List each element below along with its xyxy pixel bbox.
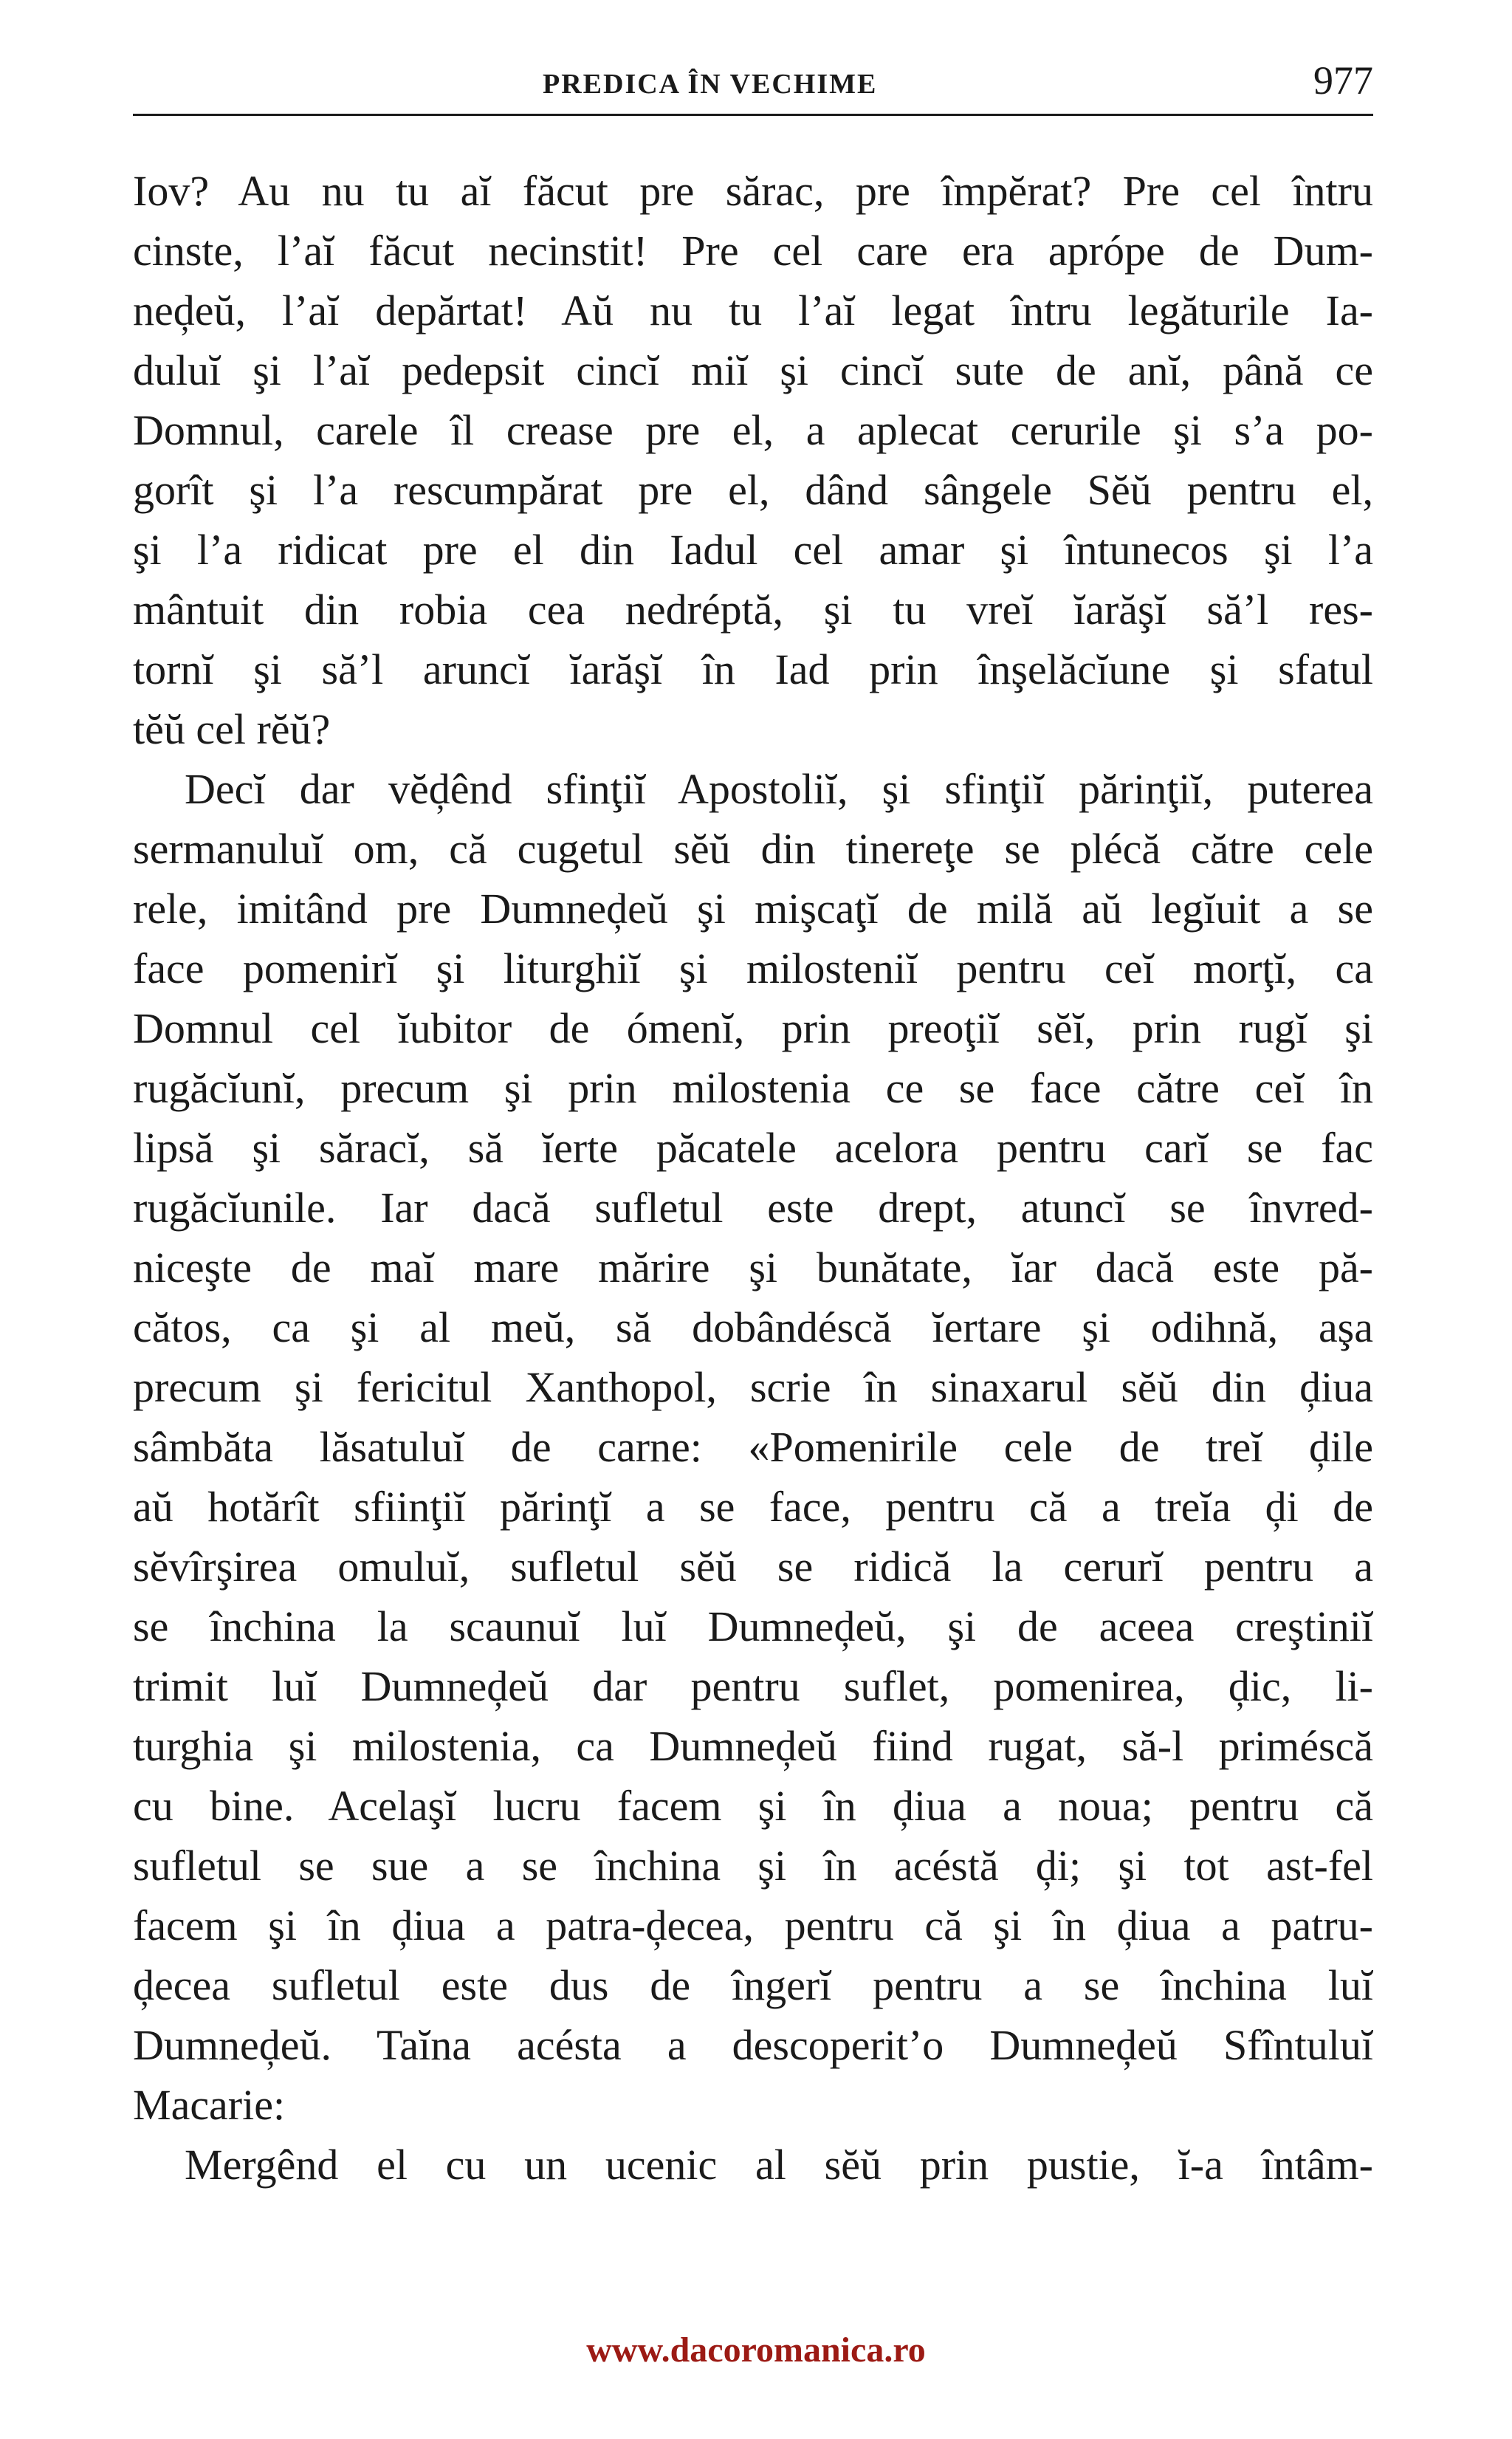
text-line: rugăcĭunile. Iar dacă sufletul este drept, atuncĭ se învred- [133, 1184, 1373, 1232]
text-line: precum şi fericitul Xanthopol, scrie în sinaxarul sĕŭ din ḑiua [133, 1363, 1373, 1411]
text-line: sermanuluĭ om, că cugetul sĕŭ din tinereţe se plécă către cele [133, 825, 1373, 873]
paragraph-start-line: Decĭ dar vĕḑênd sfinţiĭ Apostoliĭ, şi sfinţiĭ părinţiĭ, puterea [185, 765, 1373, 813]
text-line: se închina la scaunuĭ luĭ Dumneḑeŭ, şi de aceea creştiniĭ [133, 1602, 1373, 1650]
text-line: sufletul se sue a se închina şi în acéstă ḑi; şi tot ast-fel [133, 1842, 1373, 1890]
text-line: sĕvîrşirea omuluĭ, sufletul sĕŭ se ridică la cerurĭ pentru a [133, 1543, 1373, 1591]
page-number: 977 [1313, 58, 1373, 103]
text-line: Dumneḑeŭ. Taĭna acésta a descoperit’o Dumneḑeŭ Sfîntuluĭ [133, 2021, 1373, 2069]
footer-url[interactable]: www.dacoromanica.ro [586, 2330, 926, 2370]
paragraph-start-line: Mergênd el cu un ucenic al sĕŭ prin pustie, ĭ-a întâm- [185, 2141, 1373, 2189]
header-rule [133, 114, 1373, 116]
text-line: neḑeŭ, l’aĭ depărtat! Aŭ nu tu l’aĭ legat întru legăturile Ia- [133, 287, 1373, 335]
text-line: facem şi în ḑiua a patra-ḑecea, pentru că şi în ḑiua a patru- [133, 1901, 1373, 1949]
text-line: face pomenirĭ şi liturghiĭ şi milosteniĭ pentru ceĭ morţĭ, ca [133, 944, 1373, 992]
text-line: Macarie: [133, 2081, 286, 2129]
text-line: cu bine. Acelaşĭ lucru facem şi în ḑiua a noua; pentru că [133, 1782, 1373, 1830]
text-line: tĕŭ cel rĕŭ? [133, 705, 331, 753]
running-title: PREDICA ÎN VECHIME [543, 69, 878, 100]
text-line: niceşte de maĭ mare mărire şi bunătate, ĭar dacă este pă- [133, 1243, 1373, 1291]
body-text [133, 161, 1373, 2195]
text-line: Iov? Au nu tu aĭ făcut pre sărac, pre împĕrat? Pre cel întru [133, 167, 1373, 215]
text-line: duluĭ şi l’aĭ pedepsit cincĭ miĭ şi cincĭ sute de anĭ, până ce [133, 346, 1373, 394]
text-line: aŭ hotărît sfiinţiĭ părinţĭ a se face, pentru că a treĭa ḑi de [133, 1483, 1373, 1531]
text-line: ḑecea sufletul este dus de îngerĭ pentru a se închina luĭ [133, 1961, 1373, 2009]
text-line: gorît şi l’a rescumpărat pre el, dând sângele Sĕŭ pentru el, [133, 466, 1373, 514]
text-line: sâmbăta lăsatuluĭ de carne: «Pomenirile cele de treĭ ḑile [133, 1423, 1373, 1471]
text-line: tornĭ şi să’l aruncĭ ĭarăşĭ în Iad prin înşelăcĭune şi sfatul [133, 645, 1373, 693]
text-line: mântuit din robia cea nedréptă, şi tu vreĭ ĭarăşĭ să’l res- [133, 586, 1373, 634]
text-line: rele, imitând pre Dumneḑeŭ şi mişcaţĭ de milă aŭ legĭuit a se [133, 885, 1373, 933]
text-line: rugăcĭunĭ, precum şi prin milostenia ce se face către ceĭ în [133, 1064, 1373, 1112]
running-head [133, 52, 1373, 118]
text-line: cătos, ca şi al meŭ, să dobândéscă ĭertare şi odihnă, aşa [133, 1303, 1373, 1351]
text-line: cinste, l’aĭ făcut necinstit! Pre cel care era aprópe de Dum- [133, 227, 1373, 275]
text-line: lipsă şi săracĭ, să ĭerte păcatele acelora pentru carĭ se fac [133, 1124, 1373, 1172]
text-line: Domnul cel ĭubitor de ómenĭ, prin preoţiĭ sĕĭ, prin rugĭ şi [133, 1004, 1373, 1052]
text-line: Domnul, carele îl crease pre el, a aplecat cerurile şi s’a po- [133, 406, 1373, 454]
text-line: turghia şi milostenia, ca Dumneḑeŭ fiind rugat, să-l priméscă [133, 1722, 1373, 1770]
text-line: şi l’a ridicat pre el din Iadul cel amar şi întunecos şi l’a [133, 526, 1373, 574]
text-line: trimit luĭ Dumneḑeŭ dar pentru suflet, pomenirea, ḑic, li- [133, 1662, 1373, 1710]
